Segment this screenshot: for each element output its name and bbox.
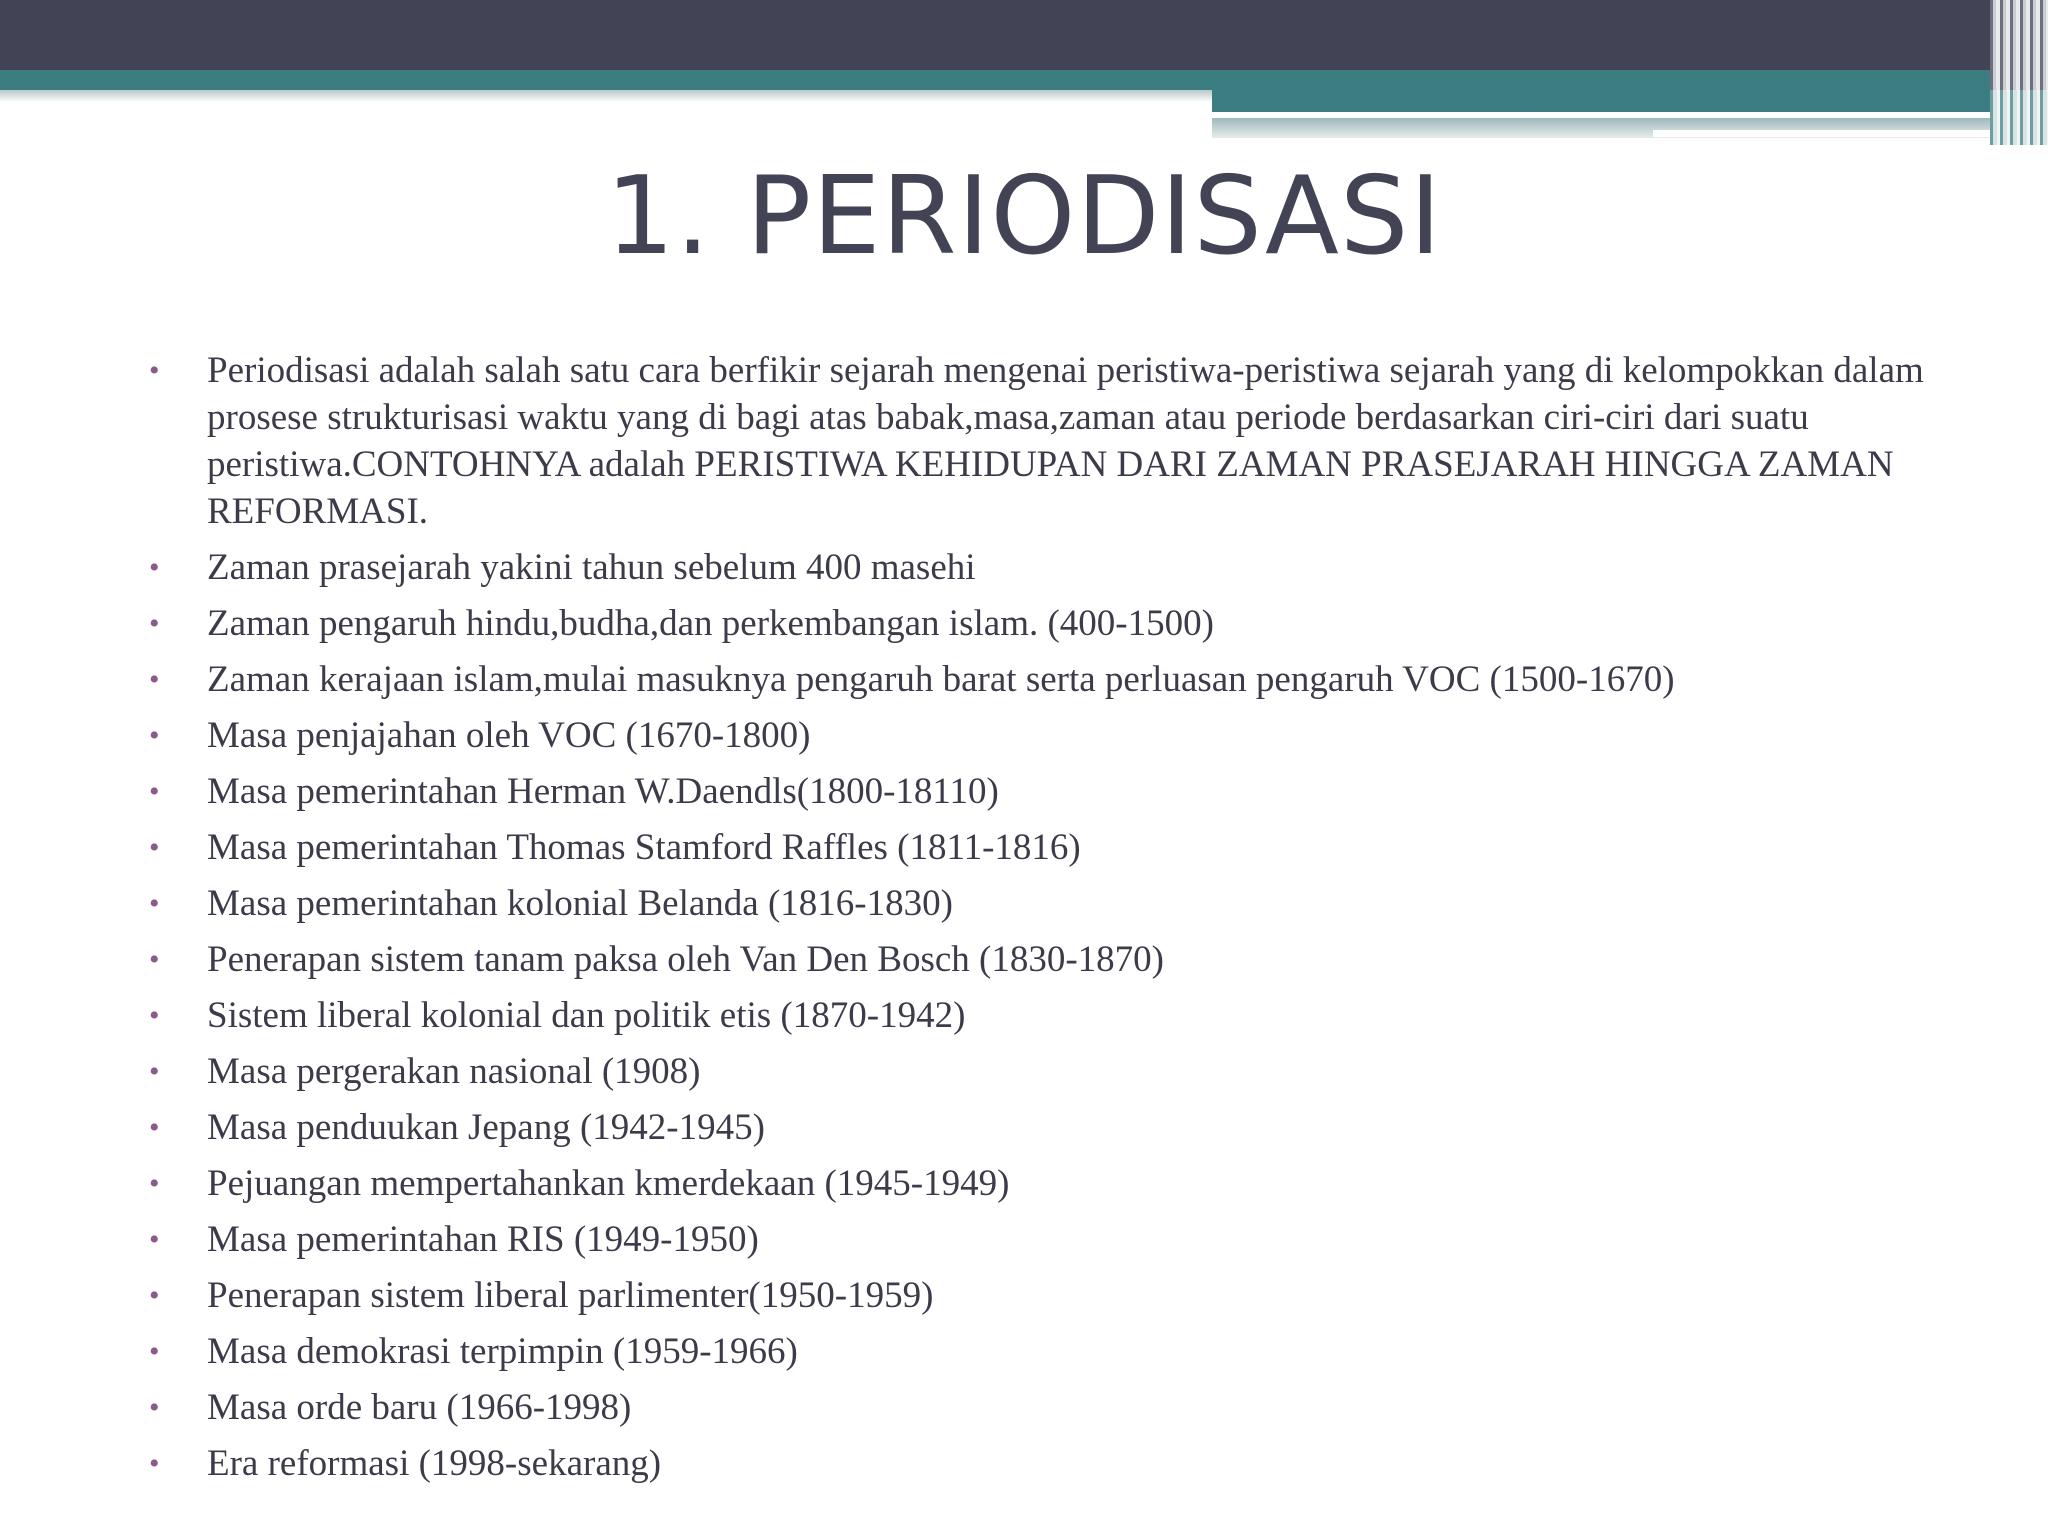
bullet-text: Era reformasi (1998-sekarang) [207, 1443, 662, 1484]
list-item [145, 1328, 2015, 1375]
bullet-dot-icon: • [149, 1391, 160, 1424]
bullet-text: Pejuangan mempertahankan kmerdekaan (1945-1949) [207, 1163, 1010, 1204]
list-item [145, 880, 2015, 927]
bullet-text: Masa pemerintahan Herman W.Daendls(1800-18110) [207, 771, 999, 812]
bullet-dot-icon: • [149, 831, 160, 864]
bullet-dot-icon: • [149, 1335, 160, 1368]
list-item [145, 1160, 2015, 1207]
header-right-stripes-teal [1990, 90, 2048, 145]
bullet-dot-icon: • [149, 663, 160, 696]
bullet-dot-icon: • [149, 1111, 160, 1144]
slide-title: 1. PERIODISASI [605, 154, 1443, 279]
bullet-dot-icon: • [149, 775, 160, 808]
list-item [145, 544, 2015, 591]
list-item [145, 1104, 2015, 1151]
bullet-text: Penerapan sistem tanam paksa oleh Van Den Bosch (1830-1870) [207, 939, 1164, 980]
bullet-list [145, 347, 2015, 1496]
bullet-dot-icon: • [149, 354, 160, 387]
bullet-text: Masa demokrasi terpimpin (1959-1966) [207, 1331, 798, 1372]
list-item [145, 1048, 2015, 1095]
header-shadow [0, 90, 1215, 102]
bullet-dot-icon: • [149, 719, 160, 752]
bullet-text: Zaman kerajaan islam,mulai masuknya pengaruh barat serta perluasan pengaruh VOC (1500-1670) [207, 659, 1675, 700]
bullet-dot-icon: • [149, 607, 160, 640]
bullet-dot-icon: • [149, 943, 160, 976]
list-item [145, 936, 2015, 983]
bullet-text: Masa pemerintahan RIS (1949-1950) [207, 1219, 759, 1260]
header-white-line-lower [1653, 130, 2013, 137]
header-teal-step [1212, 82, 2012, 112]
list-item [145, 1216, 2015, 1263]
bullet-text: Masa pergerakan nasional (1908) [207, 1051, 701, 1092]
list-item [145, 656, 2015, 703]
bullet-dot-icon: • [149, 551, 160, 584]
list-item [145, 600, 2015, 647]
bullet-dot-icon: • [149, 1447, 160, 1480]
bullet-text: Masa orde baru (1966-1998) [207, 1387, 632, 1428]
list-item [145, 992, 2015, 1039]
bullet-dot-icon: • [149, 1167, 160, 1200]
bullet-text: Masa pemerintahan kolonial Belanda (1816-1830) [207, 883, 953, 924]
bullet-text: Periodisasi adalah salah satu cara berfikir sejarah mengenai peristiwa-peristiwa sejarah yang di kelompokkan dalam prosese strukturisasi waktu yang di bagi atas babak,masa,zaman atau periode berdasarkan ciri-ciri dari suatu peristiwa.CONTOHNYA adalah PERISTIWA KEHIDUPAN DARI ZAMAN PRASEJARAH HINGGA ZAMAN REFORMASI. [207, 350, 1924, 532]
bullet-text: Masa penjajahan oleh VOC (1670-1800) [207, 715, 811, 756]
list-item [145, 768, 2015, 815]
bullet-text: Masa penduukan Jepang (1942-1945) [207, 1107, 765, 1148]
header-dark-band [0, 0, 2048, 70]
bullet-text: Penerapan sistem liberal parlimenter(1950-1959) [207, 1275, 934, 1316]
bullet-dot-icon: • [149, 1279, 160, 1312]
list-item [145, 1440, 2015, 1487]
list-item [145, 824, 2015, 871]
bullet-text: Zaman prasejarah yakini tahun sebelum 400 masehi [207, 547, 976, 588]
bullet-dot-icon: • [149, 1055, 160, 1088]
bullet-dot-icon: • [149, 887, 160, 920]
bullet-text: Masa pemerintahan Thomas Stamford Raffles (1811-1816) [207, 827, 1081, 868]
bullet-dot-icon: • [149, 1223, 160, 1256]
header-white-line-upper [1212, 112, 1898, 118]
list-item [145, 712, 2015, 759]
bullet-text: Zaman pengaruh hindu,budha,dan perkembangan islam. (400-1500) [207, 603, 1214, 644]
bullet-dot-icon: • [149, 999, 160, 1032]
list-item [145, 1272, 2015, 1319]
list-item [145, 347, 2015, 535]
bullet-text: Sistem liberal kolonial dan politik etis (1870-1942) [207, 995, 966, 1036]
list-item [145, 1384, 2015, 1431]
